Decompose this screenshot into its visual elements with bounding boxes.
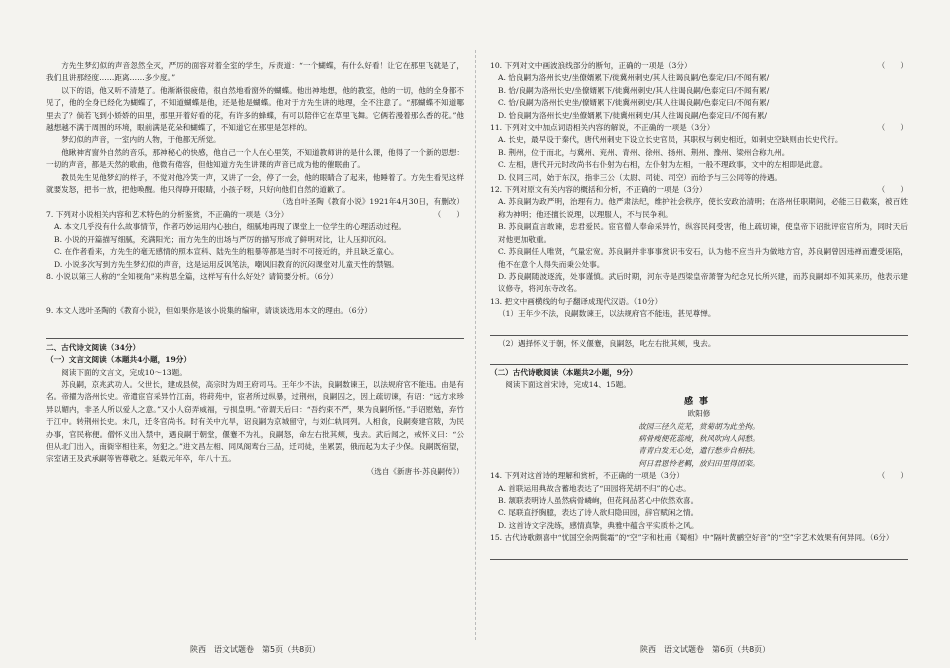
q11-option-a: A. 长史，最早设于秦代，唐代州刺史下设立长史官员，其职权与刺史相近，如刺史空缺则由长史代行。 <box>498 135 843 145</box>
q14-option-c: C. 尾联直抒胸臆，表达了诗人欲归隐田园，辞官赋闲之情。 <box>498 508 699 518</box>
q7-option-d: D. 小说多次写到方先生梦幻似的声音，这是运用反讽笔法，嘲讽旧教育的沉闷课堂对儿童天性的禁锢。 <box>54 259 399 269</box>
q10-option-b: B. 恰/良嗣为洛州长史/坐僚婿累下/徙冀州刺史/其人往谒良嗣/色泰定曰/不闻有累/ <box>498 85 770 95</box>
poem-title: 感事 <box>683 396 714 407</box>
q11-option-d: D. 仪同三司，始于东汉，指非三公（太尉、司徒、司空）而给予与三公同等的待遇。 <box>498 172 783 182</box>
q14-option-a: A. 首联运用典故含蓄地表达了“田园将芜胡不归”的心志。 <box>498 483 691 493</box>
q7-option-b: B. 小说的开篇描写细腻，充满阳光；而方先生的出场与严厉的描写形成了鲜明对比，让人压抑沉闷。 <box>54 234 391 244</box>
question-12: 12. 下列对原文有关内容的概括和分析，不正确的一项是（3分） （ ） <box>490 185 908 195</box>
classical-text: 苏良嗣，京兆武功人。父世长，建成县侯，高宗时为周王府司马。王年少不法，良嗣数谏王，以法规府官不能违。由是有名。帝擢为洛州长史。帝遣宦官采异竹江南，将莳苑中，宦者所过纵暴，过荆州，良嗣囚之，因上疏切谏，有诏：“远方求珍异以媚内，非圣人所以爱人之意。”又小人窃弄威福，亏损皇明。”帝谓天后曰：“吾约束不严，果为良嗣所怪。”手诏慰勉，弃竹于江中。转荆州长史。未几，迁冬官尚书。时有关中亢旱，诏良嗣为京城留守，与刘仁轨同列。人相食，良嗣奏建官陂，为民办事，官民称便。僧怀义出入禁中，遇良嗣于朝堂，偃蹇不为礼，良嗣怒，命左右批其颊，曳去。武后闻之，戒怀义曰：“公但从北门出入，南衙宰相往来，勿犯之。”进文昌左相、同凤阁鸾台三品，迁司徒，坐累罢，俄而起为太子少保。良嗣既宿望，宗室诸王及武承嗣等皆尊敬之。延载元年卒，年八十五。 <box>46 379 464 464</box>
q14-option-d: D. 这首诗文字洗练，感情真挚，典雅中蕴含平实质朴之风。 <box>498 520 699 530</box>
q12-option-a: A. 苏良嗣为政严明，治理有力。他严肃法纪，维护社会秩序，使长安政治清明；在洛州任职期间，必能三日截案，被百姓称为神明；他还擅长说理，以理服人，不与民争利。 <box>498 197 908 219</box>
classical-source: （选自《新唐书·苏良嗣传》） <box>366 466 464 476</box>
q11-option-c: C. 左相，唐代开元时改尚书右仆射为右相，左仆射为左相，一般不理政事，文中的左相即是此意。 <box>498 160 828 170</box>
answer-line[interactable] <box>490 547 908 560</box>
q7-option-c: C. 在作者看来，方先生的毫无感情的照本宣科、陆先生的粗暴等都是当时不可接近的，并且缺乏童心。 <box>54 247 399 257</box>
q12-option-d: D. 苏良嗣随波逐流，处事谨慎。武后时期，河东寺是西梁皇帝萧詧为纪念兄长所兴建，而苏良嗣却不知其来历，他表示建议修寺，将河东寺改名。 <box>498 271 908 294</box>
story-paragraph: 梦幻似的声音，一室内的人物，于他都无所觉。 <box>61 135 221 145</box>
answer-space <box>46 318 464 332</box>
section-2-title: 二、古代诗文阅读（34分） <box>46 338 464 354</box>
question-14: 14. 下列对这首诗的理解和赏析，不正确的一项是（3分） （ ） <box>490 471 908 481</box>
story-paragraph: 以下的语，他又听不清楚了。他渐渐很疲倦，很自然地看窗外的蝴蝶。他出神地想，他的教室，他的一切，他的全身都不见了，他的全身已经化为蝴蝶了，不知道蝴蝶是他，还是他是蝴蝶。他对于方先生讲的地理，全不注意了。“那蝴蝶不知道哪里去了？倘若飞到小娇娇的田里，那里开着好看的花，有许多的蜂蝶，有可以陪伴它在草里飞舞。它俩若漫着那么香的花。”他越想越不满于周围的环境，眼前满是花朵和蝴蝶了，不知道它在那里是怎样的。 <box>46 85 464 133</box>
q10-option-a: A. 恰良嗣为洛州长史/坐僚婿累下/徙冀州刺史/其人往谒良嗣/色泰定/曰/不闻有累/ <box>498 73 770 83</box>
question-10: 10. 下列对文中画波浪线部分的断句，正确的一项是（3分） （ ） <box>490 61 908 70</box>
poem-line: 故园三径久荒芜，赏菊胡为此坐拘。 <box>638 421 760 431</box>
q13-sentence-1: （1）王年少不法，良嗣数谏王，以法规府官不能违，甚见尊惮。 <box>498 309 716 319</box>
q7-option-a: A. 本文几乎没有什么故事情节，作者巧妙运用内心独白，细腻地再现了课堂上一位学生的心理活动过程。 <box>54 222 407 232</box>
story-paragraph: 方先生梦幻似的声音忽然全灭，严厉的面容对着全室的学生，斥责道：“一个蝴蝶，有什么好看！让它在那里飞就是了，我们且讲那经度……距离……多少度。” <box>46 61 464 83</box>
left-page <box>46 60 464 478</box>
page-footer-left: 陕西 语文试题卷 第5页（共8页） <box>190 645 321 654</box>
answer-line[interactable] <box>490 352 908 365</box>
q12-option-c: C. 苏良嗣任人唯贤，气量宏宽。苏良嗣并非事事赏识韦安石，认为他不应当升为做地方官，苏良嗣曾因违禅而遭受诬陷，他不在意个人得失而秉公处事。 <box>498 247 908 269</box>
story-paragraph: 他瞅神宵窗外自然的音乐，那神秘心的快感，他自己一个人在心里笑，不知道教师讲的是什么课，他得了一个新的思想：一切的声音，都是天然的歌曲，他微有倦容，但他知道方先生讲课的声音已成为他的催眠曲了。 <box>46 147 464 170</box>
page-footer-right: 陕西 语文试题卷 第6页（共8页） <box>640 645 771 654</box>
question-8: 8. 小说以第三人称的“全知视角”来构思全篇，这样写有什么好处？请简要分析。（6分） <box>46 271 338 281</box>
q14-option-b: B. 颔联表明诗人虽然病骨嶙峋，但花间品茗心中依然欢喜。 <box>498 496 699 505</box>
question-13: 13. 把文中画横线的句子翻译成现代汉语。（10分） <box>490 296 663 306</box>
question-7: 7. 下列对小说相关内容和艺术特色的分析鉴赏，不正确的一项是（3分） （ ） <box>46 209 464 219</box>
subsection-2-intro: 阅读下面这首宋诗，完成14、15题。 <box>505 380 631 390</box>
question-15: 15. 古代诗歌颇喜中“忧国空余两鬓霜”的“空”字和杜甫《蜀相》中“隔叶黄鹂空好音”的“空”字艺术效果有何异同。（6分） <box>490 533 894 543</box>
q11-option-b: B. 荆州，位于而北，与冀州、兖州、青州、徐州、扬州、荆州、豫州、梁州合称九州。 <box>498 147 790 157</box>
poem-line: 病骨瘦便花蕊瘦，秋风吹向人间愁。 <box>638 433 760 443</box>
story-source: （选自叶圣陶《教育小说》1921年4月30日，有删改） <box>278 197 464 207</box>
page-fold-divider <box>475 50 476 640</box>
answer-line[interactable] <box>490 323 908 336</box>
subsection-1-intro: 阅读下面的文言文，完成10～13题。 <box>61 367 187 377</box>
poem-line: 何日君恩怜老羁，放归田里得团栾。 <box>638 458 760 468</box>
right-page <box>490 60 908 562</box>
answer-space <box>46 283 464 305</box>
q12-option-b: B. 苏良嗣直言敢谏，忠君爱民。宦官僧人奉命采异竹，纵容民间受害，他上疏切谏，使皇帝下诏批评宦官所为，同时天后对他更加敬重。 <box>498 222 908 244</box>
subsection-2-title: （二）古代诗歌阅读（本题共2小题，9分） <box>490 367 638 377</box>
q10-option-d: D. 恰良嗣为洛州长史/坐僚婿累下/徙冀州刺史/其人往谒良嗣/色泰定曰/不闻有累/ <box>498 110 767 120</box>
q13-sentence-2: （2）遇择怀义于朝，怀义偃蹇，良嗣怒，叱左右批其颊，曳去。 <box>498 338 716 348</box>
story-paragraph: 教员先生见他梦幻的样子，不觉对他冷笑一声，又讲了一会，停了一会，他的眼睛合了起来，他睡着了。方先生看见这样就要发怒，把书一放，把他唤醒。他只得睁开眼睛，小孩子呀，只好向他们自然的道歉了。 <box>46 172 464 195</box>
poem-author: 欧阳修 <box>687 409 711 419</box>
question-11: 11. 下列对文中加点词语相关内容的解说，不正确的一项是（3分） （ ） <box>490 123 908 133</box>
subsection-1-title: （一）文言文阅读（本题共4小题，19分） <box>46 355 191 365</box>
q10-option-c: C. 恰/良嗣为洛州长史坐/僚婿累下/徙冀州刺史/其人往谒良嗣/色泰定曰/不闻有累/ <box>498 98 770 108</box>
question-9: 9. 本文人选叶圣陶的《教育小说》，但如果你是该小说集的编审，请谈谈选用本文的理由。（6分） <box>46 306 372 316</box>
poem-line: 青青白发无心处，遣行愁步自相扶。 <box>638 446 760 456</box>
